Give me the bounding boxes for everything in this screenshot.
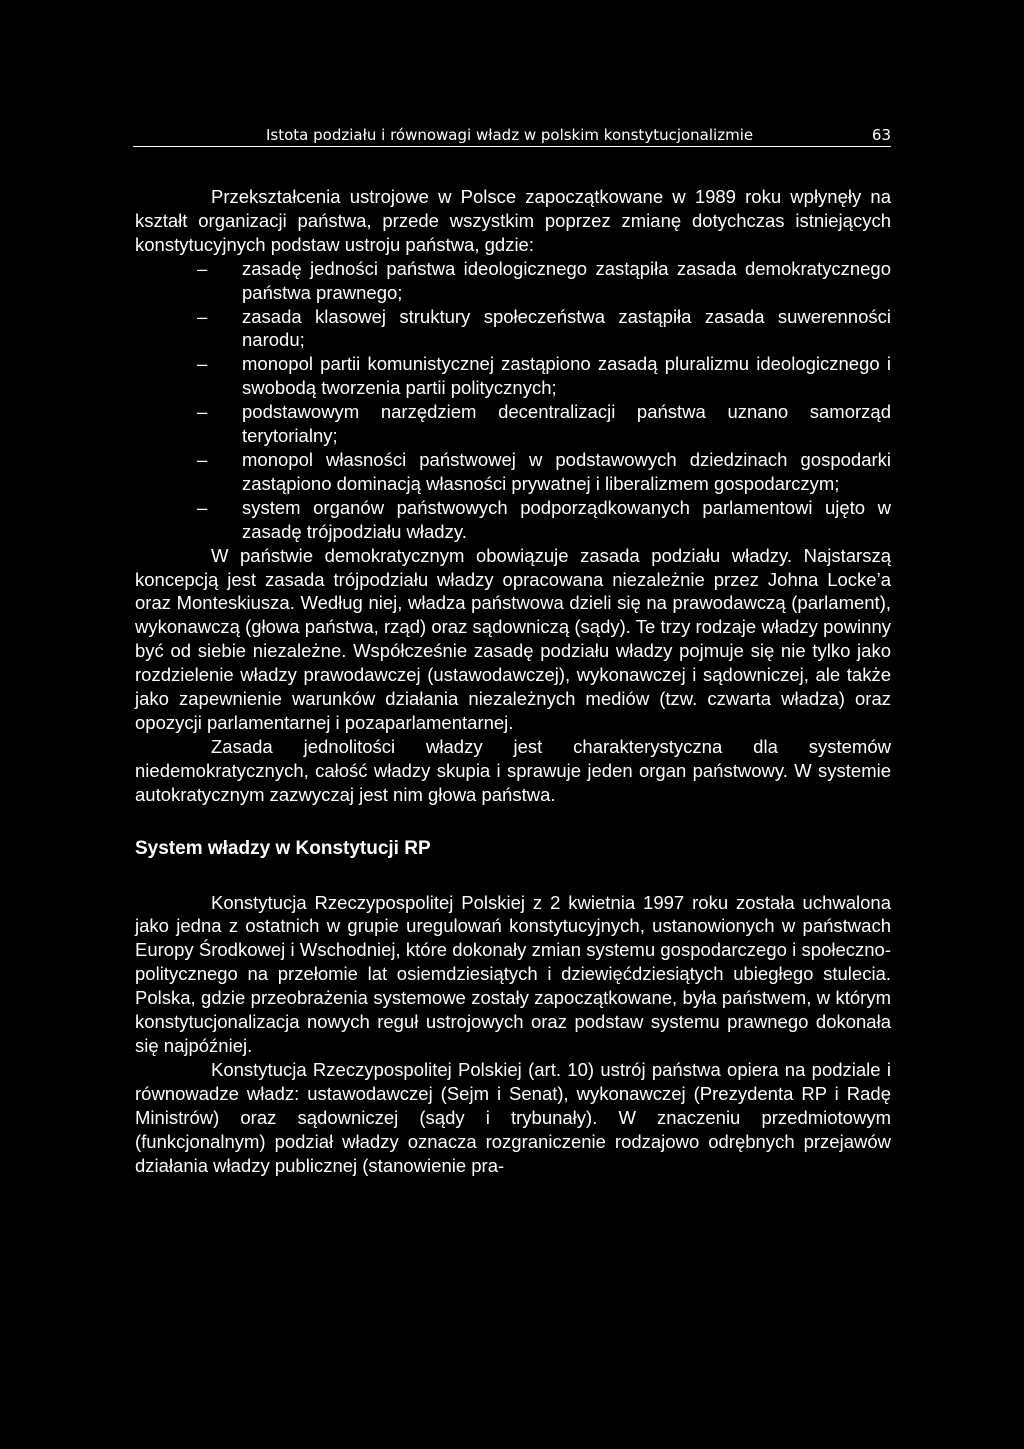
list-item: [135, 257, 891, 305]
page-number: 63: [871, 126, 891, 144]
reform-list: [135, 257, 891, 544]
dash-bullet: –: [197, 305, 208, 327]
list-item-text: monopol własności państwowej w podstawowych dziedzinach gospodarki zastąpiono dominacją własności prywatnej i liberalizmem gospodarczym;: [242, 448, 891, 494]
list-item: [135, 352, 891, 400]
list-item-text: monopol partii komunistycznej zastąpiono zasadą pluralizmu ideologicznego i swobodą tworzenia partii politycznych;: [242, 353, 891, 399]
paragraph-5: Konstytucja Rzeczypospolitej Polskiej (art. 10) ustrój państwa opiera na podziale i równowadze władz: ustawodawczej (Sejm i Senat), wykonawczej (Prezydenta RP i Radę Ministrów) oraz sądowniczej (sądy i trybunały). W znaczeniu przedmiotowym (funkcjonalnym) podział władzy oznacza rozgraniczenie rodzajowo odrębnych przejawów działania władzy publicznej (stanowienie pra-: [135, 1058, 891, 1176]
list-item-text: zasada klasowej struktury społeczeństwa zastąpiła zasada suwerenności narodu;: [242, 305, 891, 351]
dash-bullet: –: [197, 353, 208, 375]
list-item-text: podstawowym narzędziem decentralizacji państwa uznano samorząd terytorialny;: [242, 401, 891, 447]
list-item: [135, 400, 891, 448]
body-text: [135, 185, 891, 1177]
paragraph-2: W państwie demokratycznym obowiązuje zasada podziału władzy. Najstarszą koncepcją jest zasada trójpodziału władzy opracowana niezależnie przez Johna Locke’a oraz Monteskiusza. Według niej, władza państwowa dzieli się na prawodawczą (parlament), wykonawczą (głowa państwa, rząd) oraz sądowniczą (sądy). Te trzy rodzaje władzy powinny być od siebie niezależne. Współcześnie zasadę podziału władzy pojmuje się nie tylko jako rozdzielenie władzy prawodawczej (ustawodawczej), wykonawczej i sądowniczej, ale także jako zapewnienie warunków działania niezależnych mediów (tzw. czwarta władza) oraz opozycji parlamentarnej i pozaparlamentarnej.: [135, 544, 891, 733]
dash-bullet: –: [197, 448, 208, 470]
list-item-text: system organów państwowych podporządkowanych parlamentowi ujęto w zasadę trójpodziału władzy.: [242, 496, 891, 542]
list-item: [135, 496, 891, 544]
dash-bullet: –: [197, 257, 208, 279]
paragraph-4: Konstytucja Rzeczypospolitej Polskiej z 2 kwietnia 1997 roku została uchwalona jako jedna z ostatnich w grupie uregulowań konstytucyjnych, ustanowionych w państwach Europy Środkowej i Wschodniej, które dokonały zmian systemu gospodarczego i społeczno-politycznego na przełomie lat osiemdziesiątych i dziewięćdziesiątych ubiegłego stulecia. Polska, gdzie przeobrażenia systemowe zostały zapoczątkowane, była państwem, w którym konstytucjonalizacja nowych reguł ustrojowych oraz podstaw systemu prawnego dokonała się najpóźniej.: [135, 891, 891, 1056]
header-title: Istota podziału i równowagi władz w polskim konstytucjonalizmie: [266, 126, 754, 144]
list-item-text: zasadę jedności państwa ideologicznego zastąpiła zasada demokratycznego państwa prawnego;: [242, 257, 891, 303]
section-heading: System władzy w Konstytucji RP: [135, 837, 431, 859]
running-header: [133, 126, 891, 147]
paragraph-1: Przekształcenia ustrojowe w Polsce zapoczątkowane w 1989 roku wpłynęły na kształt organizacji państwa, przede wszystkim poprzez zmianę dotychczas istniejących konstytucyjnych podstaw ustroju państwa, gdzie:: [135, 186, 891, 255]
dash-bullet: –: [197, 401, 208, 423]
list-item: [135, 448, 891, 496]
dash-bullet: –: [197, 496, 208, 518]
list-item: [135, 305, 891, 353]
paragraph-3: Zasada jednolitości władzy jest charakterystyczna dla systemów niedemokratycznych, całość władzy skupia i sprawuje jeden organ państwowy. W systemie autokratycznym zazwyczaj jest nim głowa państwa.: [135, 735, 891, 805]
